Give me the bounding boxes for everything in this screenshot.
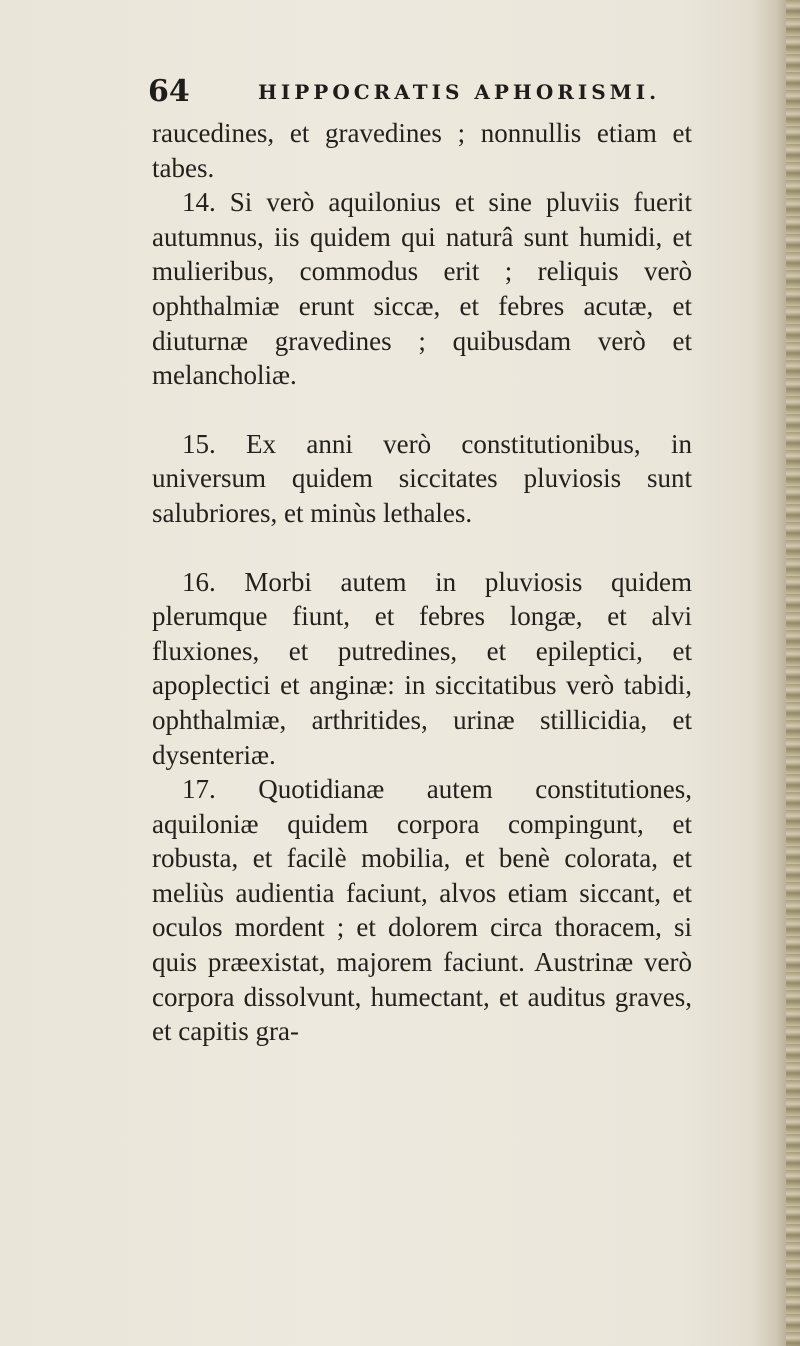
paragraph-continuation: raucedines, et gravedines ; nonnullis etiam et tabes. [152, 118, 692, 183]
running-head [148, 74, 708, 114]
page-number: 64 [148, 74, 190, 109]
aphorism-17: 17. Quotidianæ autem constitutiones, aquiloniæ quidem corpora compingunt, et robusta, et facilè mobilia, et benè colorata, et meliùs audientia faciunt, alvos etiam siccant, et oculos mordent ; et dolorem circa thoracem, si quis præexistat, majorem faciunt. Austrinæ verò corpora dissolvunt, humectant, et auditus graves, et capitis gra- [152, 774, 692, 1047]
aphorism-14: 14. Si verò aquilonius et sine pluviis fuerit autumnus, iis quidem qui naturâ sunt humidi, et mulieribus, commodus erit ; reliquis verò ophthalmiæ erunt siccæ, et febres acutæ, et diuturnæ gravedines ; quibusdam verò et melancholiæ. [152, 187, 692, 391]
page-body [152, 116, 692, 1049]
running-title: HIPPOCRATIS APHORISMI. [258, 80, 661, 104]
page-edge [786, 0, 800, 1346]
aphorism-16: 16. Morbi autem in pluviosis quidem plerumque fiunt, et febres longæ, et alvi fluxiones, et putredines, et epileptici, et apoplectici et anginæ: in siccitatibus verò tabidi, ophthalmiæ, arthritides, urinæ stillicidia, et dysenteriæ. [152, 566, 692, 770]
aphorism-15: 15. Ex anni verò constitutionibus, in universum quidem siccitates pluviosis sunt salubriores, et minùs lethales. [152, 428, 692, 528]
